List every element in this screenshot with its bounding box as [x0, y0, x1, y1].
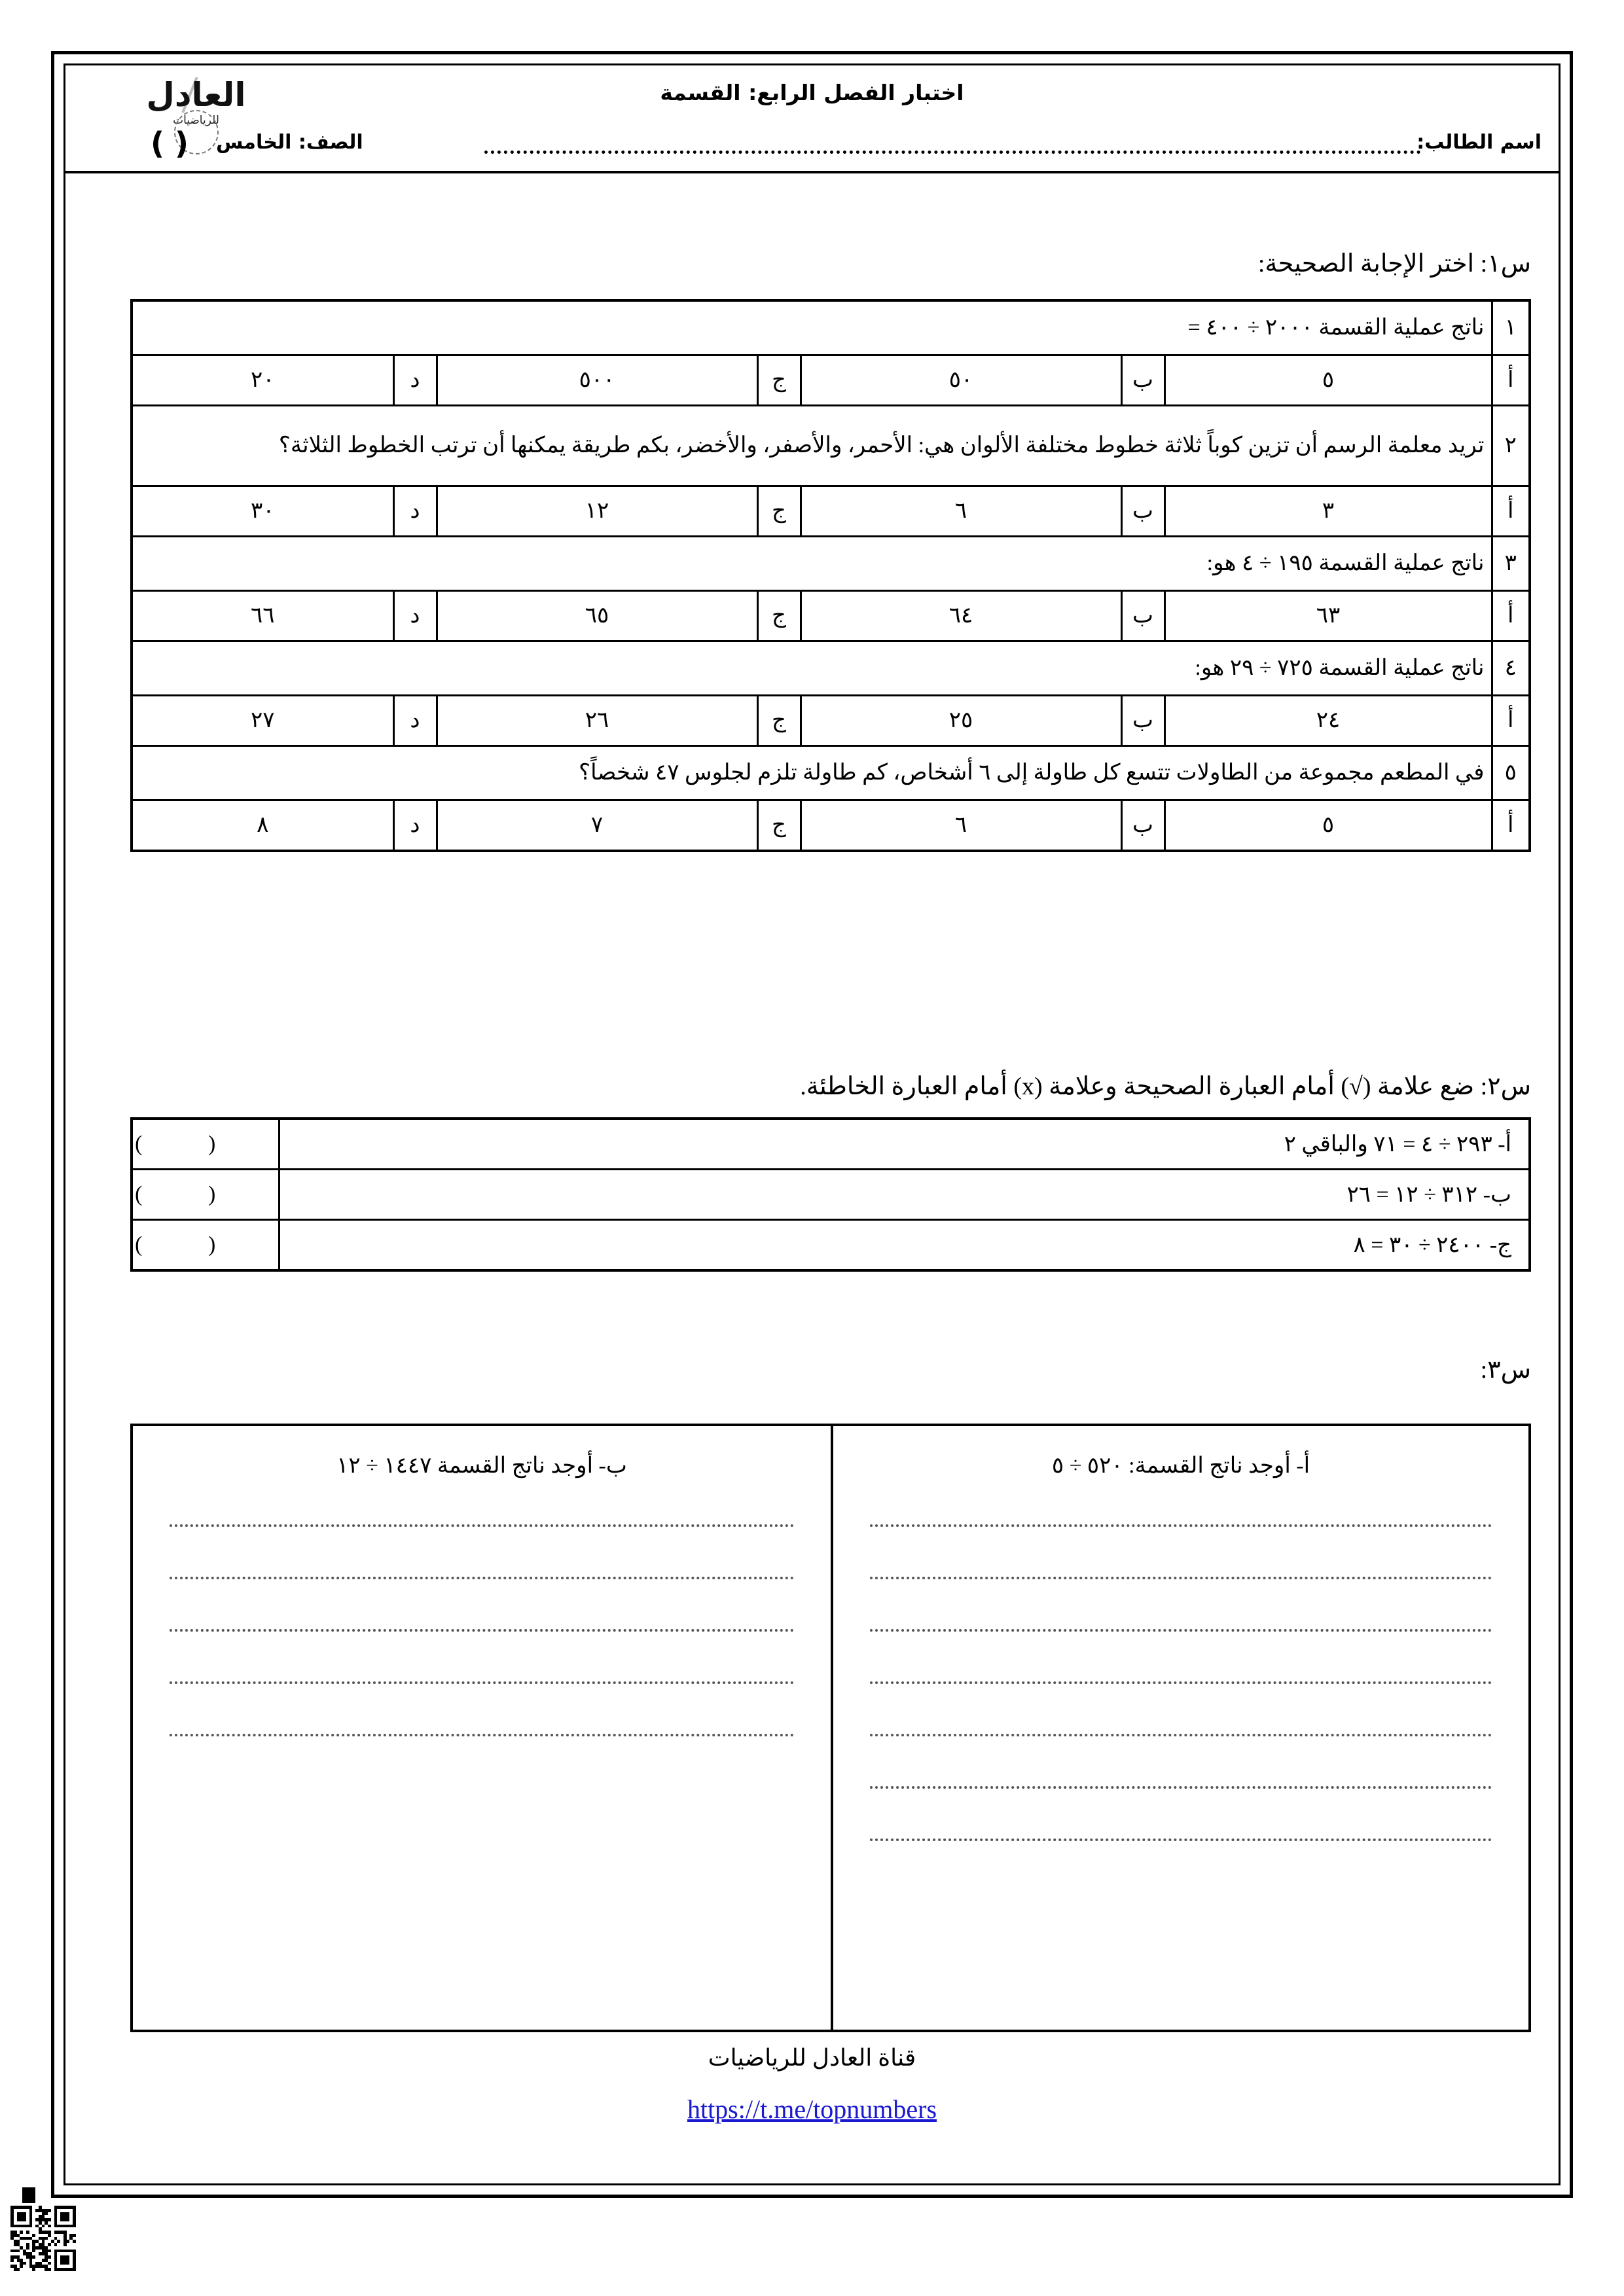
question-number: ٣	[1492, 537, 1530, 591]
answer-line[interactable]	[170, 1629, 794, 1632]
exam-header	[65, 65, 1559, 173]
option-letter-c[interactable]: ج	[757, 486, 801, 537]
question-stem: تريد معلمة الرسم أن تزين كوباً ثلاثة خطوط مختلفة الألوان هي: الأحمر، والأصفر، والأخضر، بكم طريقة يمكنها أن ترتب الخطوط الثلاثة؟	[132, 406, 1492, 486]
answer-line[interactable]	[170, 1524, 794, 1527]
table-row	[132, 355, 1530, 406]
question1-heading: س١: اختر الإجابة الصحيحة:	[1257, 250, 1531, 278]
answer-line[interactable]	[870, 1734, 1492, 1736]
statement-text: ج- ٢٤٠٠ ÷ ٣٠ = ٨	[279, 1220, 1530, 1271]
answer-box[interactable]: ( )	[132, 1220, 279, 1271]
table-row	[132, 537, 1530, 591]
table-row	[132, 1220, 1530, 1271]
option-value-c[interactable]: ٢٦	[437, 696, 757, 746]
option-value-a[interactable]: ٦٣	[1164, 591, 1492, 641]
student-name-label: اسم الطالب:	[1416, 131, 1542, 154]
option-row-letter[interactable]: أ	[1492, 355, 1530, 406]
table-row	[132, 1170, 1530, 1220]
option-letter-d[interactable]: د	[393, 486, 437, 537]
question-stem: في المطعم مجموعة من الطاولات تتسع كل طاولة إلى ٦ أشخاص، كم طاولة تلزم لجلوس ٤٧ شخصاً؟	[132, 746, 1492, 800]
option-value-a[interactable]: ٢٤	[1164, 696, 1492, 746]
answer-line[interactable]	[870, 1524, 1492, 1527]
page-footer	[65, 2044, 1559, 2125]
channel-name: قناة العادل للرياضيات	[708, 2045, 916, 2071]
option-row-letter[interactable]: أ	[1492, 696, 1530, 746]
answer-line[interactable]	[870, 1786, 1492, 1789]
question-number: ١	[1492, 300, 1530, 355]
option-value-c[interactable]: ٦٥	[437, 591, 757, 641]
statement-text: ب- ٣١٢ ÷ ١٢ = ٢٦	[279, 1170, 1530, 1220]
table-row	[132, 746, 1530, 800]
channel-link[interactable]: https://t.me/topnumbers	[687, 2094, 937, 2124]
table-row	[132, 696, 1530, 746]
option-value-a[interactable]: ٥	[1164, 355, 1492, 406]
option-value-b[interactable]: ٦	[801, 800, 1121, 852]
answer-line[interactable]	[870, 1839, 1492, 1841]
qr-tick-top-icon	[22, 2187, 35, 2203]
question-number: ٤	[1492, 641, 1530, 696]
option-value-d[interactable]: ٦٦	[132, 591, 393, 641]
option-value-c[interactable]: ١٢	[437, 486, 757, 537]
option-letter-d[interactable]: د	[393, 591, 437, 641]
answer-box[interactable]: ( )	[132, 1119, 279, 1170]
option-value-a[interactable]: ٥	[1164, 800, 1492, 852]
option-letter-c[interactable]: ج	[757, 591, 801, 641]
table-row	[132, 406, 1530, 486]
option-value-a[interactable]: ٣	[1164, 486, 1492, 537]
option-value-b[interactable]: ٦٤	[801, 591, 1121, 641]
table-row	[132, 641, 1530, 696]
part-a-answer-lines[interactable]	[870, 1524, 1492, 1891]
question-stem: ناتج عملية القسمة ٧٢٥ ÷ ٢٩ هو:	[132, 641, 1492, 696]
option-value-b[interactable]: ٦	[801, 486, 1121, 537]
option-letter-b[interactable]: ب	[1121, 486, 1164, 537]
question2-table	[130, 1117, 1531, 1272]
option-letter-d[interactable]: د	[393, 696, 437, 746]
statement-text: أ- ٢٩٣ ÷ ٤ = ٧١ والباقي ٢	[279, 1119, 1530, 1170]
answer-line[interactable]	[170, 1577, 794, 1579]
option-value-d[interactable]: ٣٠	[132, 486, 393, 537]
class-label: الصف: الخامس	[216, 131, 363, 154]
page-border-inner	[63, 63, 1561, 2185]
student-name-input[interactable]	[484, 151, 1421, 154]
table-row	[132, 1119, 1530, 1170]
option-value-b[interactable]: ٢٥	[801, 696, 1121, 746]
option-value-d[interactable]: ٢٧	[132, 696, 393, 746]
option-value-c[interactable]: ٥٠٠	[437, 355, 757, 406]
class-section-input[interactable]: ( )	[151, 126, 189, 161]
option-letter-c[interactable]: ج	[757, 696, 801, 746]
table-row	[132, 300, 1530, 355]
logo-name-text: العادل	[146, 76, 246, 114]
table-row	[132, 591, 1530, 641]
question3-heading: س٣:	[1480, 1356, 1531, 1384]
table-row	[132, 486, 1530, 537]
option-letter-c[interactable]: ج	[757, 355, 801, 406]
option-value-d[interactable]: ٨	[132, 800, 393, 852]
option-letter-b[interactable]: ب	[1121, 696, 1164, 746]
option-letter-b[interactable]: ب	[1121, 355, 1164, 406]
question3-work-area	[130, 1424, 1531, 2032]
exam-body	[65, 173, 1559, 2183]
option-letter-c[interactable]: ج	[757, 800, 801, 852]
qr-code[interactable]	[10, 2206, 89, 2284]
table-row	[132, 800, 1530, 852]
answer-line[interactable]	[170, 1734, 794, 1736]
question-number: ٢	[1492, 406, 1530, 486]
page-title: اختبار الفصل الرابع: القسمة	[660, 80, 964, 105]
option-value-b[interactable]: ٥٠	[801, 355, 1121, 406]
question2-heading: س٢: ضع علامة (√) أمام العبارة الصحيحة وعلامة (x) أمام العبارة الخاطئة.	[800, 1073, 1531, 1100]
page-border-outer	[51, 51, 1573, 2198]
option-row-letter[interactable]: أ	[1492, 591, 1530, 641]
question-number: ٥	[1492, 746, 1530, 800]
part-b-answer-lines[interactable]	[170, 1524, 794, 1786]
question-stem: ناتج عملية القسمة ١٩٥ ÷ ٤ هو:	[132, 537, 1492, 591]
option-row-letter[interactable]: أ	[1492, 800, 1530, 852]
question1-table	[130, 299, 1531, 852]
answer-line[interactable]	[170, 1681, 794, 1684]
question3-part-a	[831, 1426, 1528, 2030]
option-letter-b[interactable]: ب	[1121, 800, 1164, 852]
question-stem: ناتج عملية القسمة ٢٠٠٠ ÷ ٤٠٠ =	[132, 300, 1492, 355]
answer-box[interactable]: ( )	[132, 1170, 279, 1220]
answer-line[interactable]	[870, 1629, 1492, 1632]
answer-line[interactable]	[870, 1681, 1492, 1684]
part-a-title: أ- أوجد ناتج القسمة: ٥٢٠ ÷ ٥	[1051, 1454, 1310, 1478]
logo-subtitle-text: للرياضيات	[173, 114, 219, 127]
answer-line[interactable]	[870, 1577, 1492, 1579]
option-letter-d[interactable]: د	[393, 355, 437, 406]
student-info-row	[65, 126, 1559, 166]
option-value-d[interactable]: ٢٠	[132, 355, 393, 406]
question3-part-b	[133, 1426, 831, 2030]
part-b-title: ب- أوجد ناتج القسمة ١٤٤٧ ÷ ١٢	[336, 1454, 627, 1478]
option-letter-b[interactable]: ب	[1121, 591, 1164, 641]
option-row-letter[interactable]: أ	[1492, 486, 1530, 537]
qr-matrix	[10, 2206, 76, 2271]
option-letter-d[interactable]: د	[393, 800, 437, 852]
option-value-c[interactable]: ٧	[437, 800, 757, 852]
